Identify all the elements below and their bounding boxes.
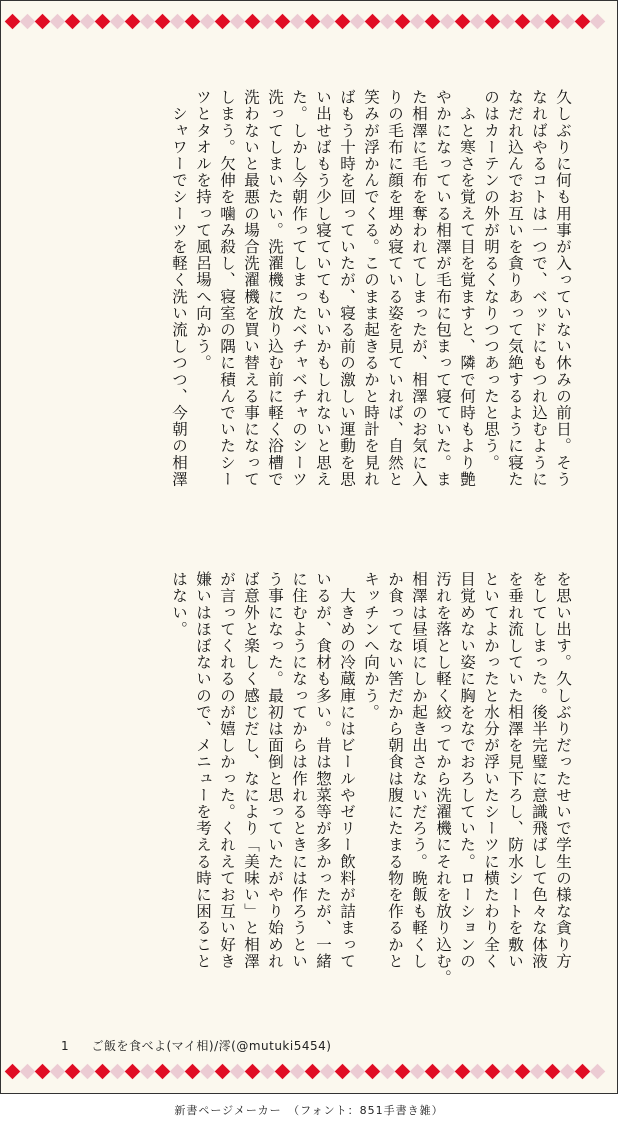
border-diamond [440,1063,456,1079]
border-diamond [515,1063,531,1079]
border-diamond [50,13,66,29]
border-diamond [350,1063,366,1079]
border-diamond [65,13,81,29]
border-diamond [395,1063,411,1079]
border-diamond [215,1063,231,1079]
border-diamond [575,13,591,29]
border-diamond [290,1063,306,1079]
border-diamond [110,13,126,29]
border-diamond [230,1063,246,1079]
border-diamond [35,1063,51,1079]
page-footer [61,1037,331,1054]
border-diamond [80,13,96,29]
border-diamond [380,1063,396,1079]
border-diamond [290,13,306,29]
border-diamond [170,13,186,29]
border-diamond [320,13,336,29]
border-diamond [335,1063,351,1079]
top-diamond-border [7,13,611,29]
border-diamond [185,13,201,29]
border-diamond [440,13,456,29]
border-diamond [590,1063,606,1079]
border-diamond [125,1063,141,1079]
border-diamond [530,13,546,29]
border-diamond [65,1063,81,1079]
border-diamond [5,1063,21,1079]
border-diamond [20,13,36,29]
border-diamond [485,13,501,29]
bottom-diamond-border [7,1063,611,1079]
footer-credit: ご飯を食べよ(マイ相)/澪(@mutuki5454) [91,1039,332,1053]
border-diamond [515,13,531,29]
border-diamond [5,13,21,29]
border-diamond [215,13,231,29]
border-diamond [395,13,411,29]
border-diamond [155,1063,171,1079]
border-diamond [560,1063,576,1079]
border-diamond [500,1063,516,1079]
border-diamond [425,13,441,29]
border-diamond [185,1063,201,1079]
page-number: 1 [61,1039,70,1053]
border-diamond [50,1063,66,1079]
border-diamond [470,1063,486,1079]
generator-caption: 新書ページメーカー （フォント：851手書き雑） [174,1104,444,1117]
border-diamond [95,13,111,29]
border-diamond [545,13,561,29]
border-diamond [455,13,471,29]
lower-text-block: を思い出す。久しぶりだったせいで学生の様な貪り方 をしてしまった。後半完璧に意識飛ばして色々な体液 を垂れ流していた相澤を見下ろし、防水シートを敷い といてよかったと水分が浮いたシーツに横たわり全く 目覚めない姿に胸をなでおろしていた。ローションの 汚れを落とし軽く絞ってから洗濯機にそれを放り込む。 相澤は昼頃にしか起き出さないだろう。晩飯も軽くし か食ってない筈だから朝食は腹にたまる物を作るかと キッチンへ向かう。 大きめの冷蔵庫にはビールやゼリー飲料が詰まって いるが、食材も多い。昔は惣菜等が多かったが、一緒 に住むようになってからは作れるときには作ろうとい う事になった。最初は面倒と思っていたがやり始めれ ば意外と楽しく感じだし、なにより「美味い」と相澤 が言ってくれるのが嬉しかった。くれえてお互い好き 嫌いはほぼないので、メニューを考える時に困ること はない。 [170,571,572,986]
border-diamond [530,1063,546,1079]
border-diamond [260,13,276,29]
border-diamond [590,13,606,29]
border-diamond [560,13,576,29]
border-diamond [410,13,426,29]
border-diamond [380,13,396,29]
border-diamond [335,13,351,29]
upper-text-block: 久しぶりに何も用事が入っていない休みの前日。そう なればやるコトは一つで、ベッドにもつれ込むように なだれ込んでお互いを貪りあって気絶するように寝た のはカーテンの外が明るくなりつつあったと思う。 ふと寒さを覚えて目を覚ますと、隣で何時もより艶 やかになっている相澤が毛布に包まって寝ていた。ま た相澤に毛布を奪われてしまったが、相澤のお気に入 りの毛布に顔を埋め寝ている姿を見ていれば、自然と 笑みが浮かんでくる。このまま起きるかと時計を見れ ばもう十時を回っていたが、寝る前の激しい運動を思 い出せばもう少し寝ていてもいいかもしれないと思え た。しかし今朝作ってしまったベチャベチャのシーツ 洗ってしまいたい。洗濯機に放り込む前に軽く浴槽で 洗わないと最悪の場合洗濯機を買い替える事になって しまう。欠伸を噛み殺し、寝室の隅に積んでいたシー ツとタオルを持って風呂場へ向かう。 シャワーでシーツを軽く洗い流しつつ、今朝の相澤 [170,89,572,488]
border-diamond [110,1063,126,1079]
border-diamond [365,1063,381,1079]
border-diamond [260,1063,276,1079]
border-diamond [245,13,261,29]
border-diamond [500,13,516,29]
border-diamond [320,1063,336,1079]
border-diamond [455,1063,471,1079]
border-diamond [140,1063,156,1079]
border-diamond [170,1063,186,1079]
border-diamond [305,1063,321,1079]
border-diamond [275,13,291,29]
border-diamond [80,1063,96,1079]
border-diamond [95,1063,111,1079]
border-diamond [275,1063,291,1079]
border-diamond [155,13,171,29]
border-diamond [365,13,381,29]
border-diamond [410,1063,426,1079]
border-diamond [350,13,366,29]
border-diamond [20,1063,36,1079]
border-diamond [425,1063,441,1079]
border-diamond [140,13,156,29]
border-diamond [545,1063,561,1079]
border-diamond [575,1063,591,1079]
border-diamond [125,13,141,29]
border-diamond [35,13,51,29]
border-diamond [485,1063,501,1079]
border-diamond [470,13,486,29]
border-diamond [245,1063,261,1079]
border-diamond [200,13,216,29]
border-diamond [305,13,321,29]
border-diamond [230,13,246,29]
border-diamond [200,1063,216,1079]
